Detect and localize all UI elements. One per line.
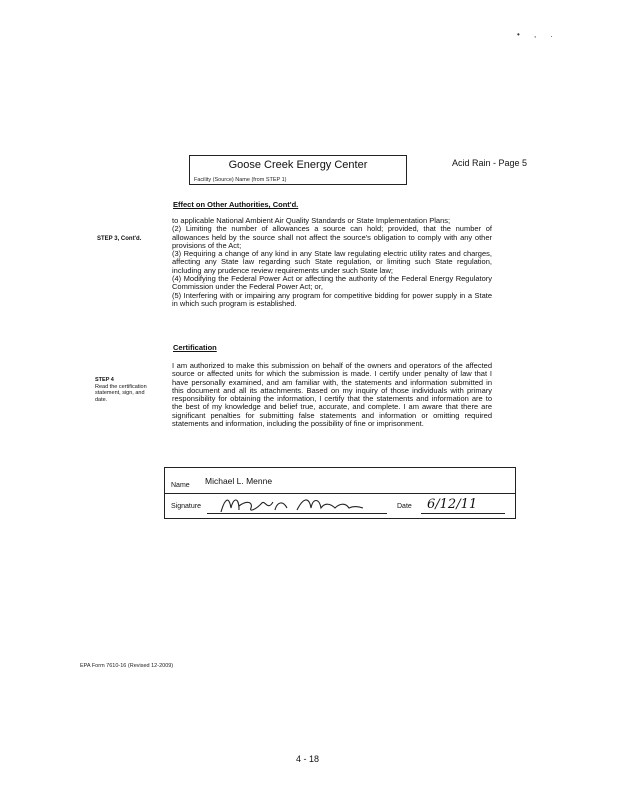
effect-text [172,217,492,308]
signature-block [164,467,516,519]
step4-description: Read the certification statement, sign, and date. [95,383,147,403]
effect-line: (2) Limiting the number of allowances a source can hold; provided, that the number of allowances held by the source shall not affect the source's obligation to comply with any other provisions of the Act; [172,224,492,250]
signature-line [207,513,387,514]
effect-line: (3) Requiring a change of any kind in any State law regulating electric utility rates and charges, affecting any State law regarding such State regulation, or limiting such State regulation, including any prudence review requirements under such State law; [172,249,492,275]
facility-box [189,155,407,185]
name-label: Name [171,482,190,489]
step4-label [95,377,155,403]
step3-label: STEP 3, Cont'd. [97,236,142,242]
certification-heading: Certification [173,343,217,352]
page-number: 4 - 18 [296,754,320,764]
effect-line: to applicable National Ambient Air Quality Standards or State Implementation Plans; [172,216,451,225]
date-value: 6/12/11 [427,497,478,512]
certification-text: I am authorized to make this submission on behalf of the owners and operators of the affected source or affected units for which the submission is made. I certify under penalty of law that I have personally examined, and am familiar with, the statements and information submitted in this document and all its attachments. Based on my inquiry of those individuals with primary responsibility for obtaining the information, I certify that the statements and information are to the best of my knowledge and belief true, accurate, and complete. I am aware that there are significant penalties for submitting false statements and information or omitting required statements and information, including the possibility of fine or imprisonment. [172,361,492,429]
effect-line: (5) Interfering with or impairing any program for competitive bidding for power supply in a State in which such program is established. [172,290,492,308]
effect-line: (4) Modifying the Federal Power Act or affecting the authority of the Federal Energy Regulatory Commission under the Federal Power Act; or, [172,274,492,292]
effect-heading: Effect on Other Authorities, Cont'd. [173,200,299,209]
step4-title: STEP 4 [95,377,114,383]
page-label: Acid Rain - Page 5 [452,158,528,168]
name-value: Michael L. Menne [205,476,273,486]
facility-caption: Facility (Source) Name (from STEP 1) [194,177,287,183]
date-label: Date [397,503,412,510]
corner-marks: • , . [517,30,559,39]
form-footer: EPA Form 7610-16 (Revised 12-2009) [80,663,174,669]
date-line [421,513,505,514]
signature-label: Signature [171,503,201,510]
facility-name: Goose Creek Energy Center [228,159,368,171]
